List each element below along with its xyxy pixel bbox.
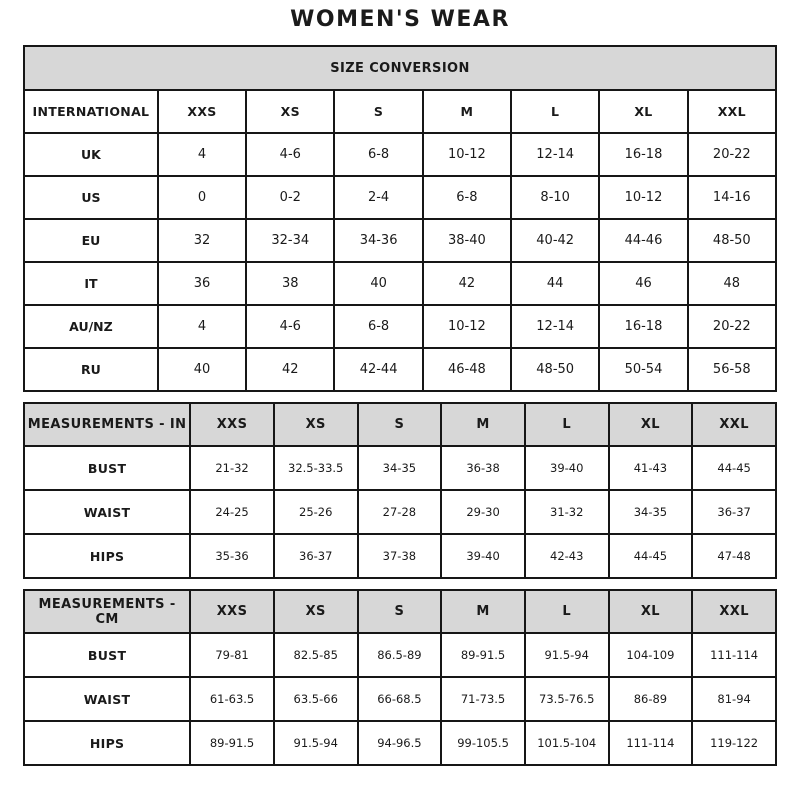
size-column-header: S [358, 403, 442, 446]
value-cell: 99-105.5 [441, 721, 525, 765]
size-column-header: M [441, 590, 525, 633]
table-row [24, 534, 776, 578]
table-row [24, 721, 776, 765]
value-cell: 41-43 [609, 446, 693, 490]
value-cell: 36-37 [274, 534, 358, 578]
size-column-header: XXS [190, 590, 274, 633]
value-cell: 44-45 [609, 534, 693, 578]
table-row [24, 490, 776, 534]
size-column-header: XXS [190, 403, 274, 446]
table-row [24, 305, 776, 348]
value-cell: 10-12 [423, 305, 511, 348]
value-cell: 20-22 [688, 305, 776, 348]
row-label-header: INTERNATIONAL [24, 90, 158, 133]
value-cell: 32.5-33.5 [274, 446, 358, 490]
value-cell: 4 [158, 133, 246, 176]
page-title: WOMEN'S WEAR [290, 7, 510, 32]
size-column-header: L [525, 403, 609, 446]
value-cell: 61-63.5 [190, 677, 274, 721]
value-cell: 36-37 [692, 490, 776, 534]
header-row [24, 90, 776, 133]
value-cell: 82.5-85 [274, 633, 358, 677]
value-cell: 34-35 [358, 446, 442, 490]
row-label: UK [24, 133, 158, 176]
value-cell: 6-8 [334, 305, 422, 348]
value-cell: 119-122 [692, 721, 776, 765]
size-column-header: XXL [692, 403, 776, 446]
size-column-header: XL [609, 590, 693, 633]
row-label: HIPS [24, 721, 190, 765]
size-conversion-table [23, 45, 777, 392]
value-cell: 34-36 [334, 219, 422, 262]
row-label: AU/NZ [24, 305, 158, 348]
value-cell: 101.5-104 [525, 721, 609, 765]
value-cell: 73.5-76.5 [525, 677, 609, 721]
value-cell: 94-96.5 [358, 721, 442, 765]
value-cell: 32 [158, 219, 246, 262]
size-column-header: XS [274, 590, 358, 633]
value-cell: 66-68.5 [358, 677, 442, 721]
table-row [24, 219, 776, 262]
value-cell: 39-40 [525, 446, 609, 490]
value-cell: 48 [688, 262, 776, 305]
size-column-header: L [511, 90, 599, 133]
value-cell: 91.5-94 [274, 721, 358, 765]
size-column-header: L [525, 590, 609, 633]
row-label: IT [24, 262, 158, 305]
value-cell: 50-54 [599, 348, 687, 391]
table-row [24, 348, 776, 391]
table-row [24, 446, 776, 490]
value-cell: 8-10 [511, 176, 599, 219]
value-cell: 32-34 [246, 219, 334, 262]
value-cell: 6-8 [334, 133, 422, 176]
size-column-header: M [423, 90, 511, 133]
value-cell: 4-6 [246, 133, 334, 176]
value-cell: 44 [511, 262, 599, 305]
value-cell: 21-32 [190, 446, 274, 490]
measurements-in-table [23, 402, 777, 579]
value-cell: 36 [158, 262, 246, 305]
row-label: WAIST [24, 677, 190, 721]
value-cell: 39-40 [441, 534, 525, 578]
value-cell: 86.5-89 [358, 633, 442, 677]
value-cell: 20-22 [688, 133, 776, 176]
value-cell: 89-91.5 [190, 721, 274, 765]
value-cell: 14-16 [688, 176, 776, 219]
table-row [24, 176, 776, 219]
value-cell: 111-114 [609, 721, 693, 765]
value-cell: 42-43 [525, 534, 609, 578]
value-cell: 37-38 [358, 534, 442, 578]
size-column-header: XS [246, 90, 334, 133]
row-label: RU [24, 348, 158, 391]
row-label: BUST [24, 633, 190, 677]
value-cell: 46 [599, 262, 687, 305]
value-cell: 44-45 [692, 446, 776, 490]
value-cell: 48-50 [511, 348, 599, 391]
value-cell: 42-44 [334, 348, 422, 391]
value-cell: 42 [423, 262, 511, 305]
value-cell: 29-30 [441, 490, 525, 534]
value-cell: 0-2 [246, 176, 334, 219]
value-cell: 47-48 [692, 534, 776, 578]
value-cell: 10-12 [599, 176, 687, 219]
row-label: BUST [24, 446, 190, 490]
value-cell: 71-73.5 [441, 677, 525, 721]
size-column-header: XXL [692, 590, 776, 633]
table-row [24, 133, 776, 176]
size-column-header: M [441, 403, 525, 446]
value-cell: 48-50 [688, 219, 776, 262]
value-cell: 12-14 [511, 305, 599, 348]
value-cell: 27-28 [358, 490, 442, 534]
size-column-header: XXS [158, 90, 246, 133]
value-cell: 89-91.5 [441, 633, 525, 677]
row-label: WAIST [24, 490, 190, 534]
value-cell: 0 [158, 176, 246, 219]
value-cell: 25-26 [274, 490, 358, 534]
table-row [24, 677, 776, 721]
size-column-header: S [334, 90, 422, 133]
value-cell: 40 [158, 348, 246, 391]
value-cell: 63.5-66 [274, 677, 358, 721]
value-cell: 35-36 [190, 534, 274, 578]
measurements-cm-table [23, 589, 777, 766]
value-cell: 12-14 [511, 133, 599, 176]
size-column-header: S [358, 590, 442, 633]
value-cell: 36-38 [441, 446, 525, 490]
row-label-header: MEASUREMENTS - IN [24, 403, 190, 446]
header-row [24, 403, 776, 446]
value-cell: 40-42 [511, 219, 599, 262]
value-cell: 31-32 [525, 490, 609, 534]
value-cell: 44-46 [599, 219, 687, 262]
table-row [24, 633, 776, 677]
value-cell: 38 [246, 262, 334, 305]
value-cell: 4-6 [246, 305, 334, 348]
row-label-header: MEASUREMENTS - CM [24, 590, 190, 633]
value-cell: 81-94 [692, 677, 776, 721]
value-cell: 4 [158, 305, 246, 348]
value-cell: 6-8 [423, 176, 511, 219]
value-cell: 16-18 [599, 305, 687, 348]
value-cell: 2-4 [334, 176, 422, 219]
value-cell: 24-25 [190, 490, 274, 534]
value-cell: 34-35 [609, 490, 693, 534]
value-cell: 86-89 [609, 677, 693, 721]
value-cell: 104-109 [609, 633, 693, 677]
value-cell: 40 [334, 262, 422, 305]
table-title-band: SIZE CONVERSION [24, 46, 776, 90]
value-cell: 16-18 [599, 133, 687, 176]
value-cell: 46-48 [423, 348, 511, 391]
size-column-header: XS [274, 403, 358, 446]
value-cell: 56-58 [688, 348, 776, 391]
header-row [24, 590, 776, 633]
value-cell: 38-40 [423, 219, 511, 262]
value-cell: 91.5-94 [525, 633, 609, 677]
table-row [24, 262, 776, 305]
value-cell: 111-114 [692, 633, 776, 677]
value-cell: 10-12 [423, 133, 511, 176]
row-label: EU [24, 219, 158, 262]
size-column-header: XXL [688, 90, 776, 133]
row-label: HIPS [24, 534, 190, 578]
size-column-header: XL [599, 90, 687, 133]
size-column-header: XL [609, 403, 693, 446]
value-cell: 42 [246, 348, 334, 391]
value-cell: 79-81 [190, 633, 274, 677]
row-label: US [24, 176, 158, 219]
